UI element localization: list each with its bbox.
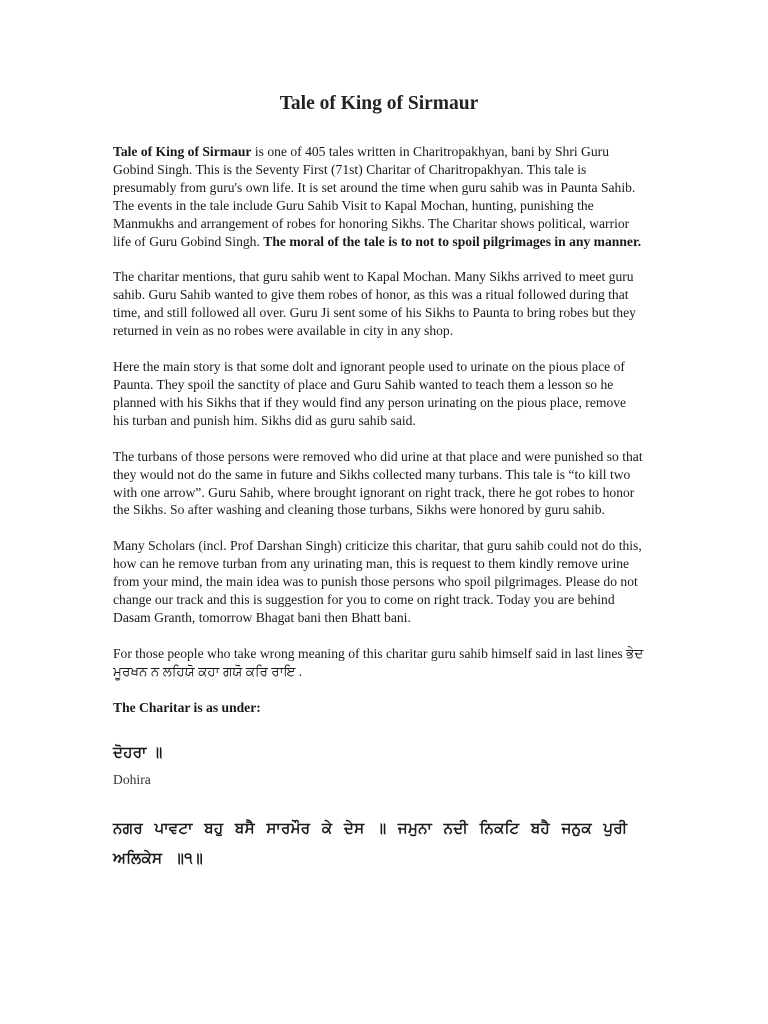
intro-paragraph — [113, 143, 645, 250]
body-paragraph-4: Many Scholars (incl. Prof Darshan Singh) criticize this charitar, that guru sahib could not do this, how can he remove turban from any urinating man, this is request to them kindly remove urine from your mind, the main idea was to punish those persons who spoil pilgrimages. Please do not change our track and this is suggestion for you to come on right track. Today you are behind Dasam Granth, tomorrow Bhagat bani then Bhatt bani. — [113, 538, 642, 625]
document-title: Tale of King of Sirmaur — [279, 93, 479, 114]
intro-moral-bold: The moral of the tale is to not to spoil pilgrimages in any manner. — [263, 233, 642, 249]
body-paragraph-1: The charitar mentions, that guru sahib went to Kapal Mochan. Many Sikhs arrived to meet guru sahib. Guru Sahib wanted to give them robes of honor, as this was a ritual followed during that time, and still followed all over. Guru Ji sent some of his Sikhs to Paunta to bring robes but they returned in vein as no robes were available in city in any shop. — [113, 269, 636, 339]
body-paragraph-3: The turbans of those persons were removed who did urine at that place and were punished so that they would not do the same in future and Sikhs collected many turbans. This tale is “to kill two with one arrow”. Guru Sahib, where brought ignorant on right track, there he got robes to honor the Sikhs. So after washing and cleaning those turbans, Sikhs were honored by guru sahib. — [113, 448, 643, 518]
body-paragraph-5: For those people who take wrong meaning of this charitar guru sahib himself said in last lines ਭੇਦ ਮੂਰਖਨ ਨ ਲਹਿਯੋ ਕਹਾ ਗਯੋ ਕਰਿ ਰਾਇ . — [113, 645, 644, 679]
charitar-heading: The Charitar is as under: — [113, 699, 261, 715]
body-paragraph-2: Here the main story is that some dolt and ignorant people used to urinate on the pious place of Paunta. They spoil the sanctity of place and Guru Sahib wanted to teach them a lesson so he planned with his Sikhs that if they would find any person urinating on the pious place, remove his turban and punish him. Sikhs did as guru sahib said. — [113, 359, 627, 428]
dohira-gurmukhi: ਦੋਹਰਾ ॥ — [113, 742, 163, 761]
verse-gurmukhi: ਨਗਰ ਪਾਵਟਾ ਬਹੁ ਬਸੈ ਸਾਰਮੌਰ ਕੇ ਦੇਸ ॥ ਜਮੁਨਾ ਨਦੀ ਨਿਕਟਿ ਬਹੈ ਜਨੁਕ ਪੁਰੀ ਅਲਿਕੇਸ ॥੧॥ — [113, 818, 628, 867]
intro-lead-bold: Tale of King of Sirmaur — [113, 144, 252, 159]
dohira-transliteration: Dohira — [113, 771, 151, 787]
intro-body: is one of 405 tales written in Charitropakhyan, bani by Shri Guru Gobind Singh. This is the Seventy First (71st) Charitar of Charitropakhyan. This tale is presumably from guru's own life. It is set around the time when guru sahib was in Paunta Sahib. The events in the tale include Guru Sahib Visit to Kapal Mochan, hunting, punishing the Manmukhs and arrangement of robes for honoring Sikhs. The Charitar shows political, warrior life of Guru Gobind Singh. — [113, 144, 636, 249]
document-page — [113, 90, 645, 873]
